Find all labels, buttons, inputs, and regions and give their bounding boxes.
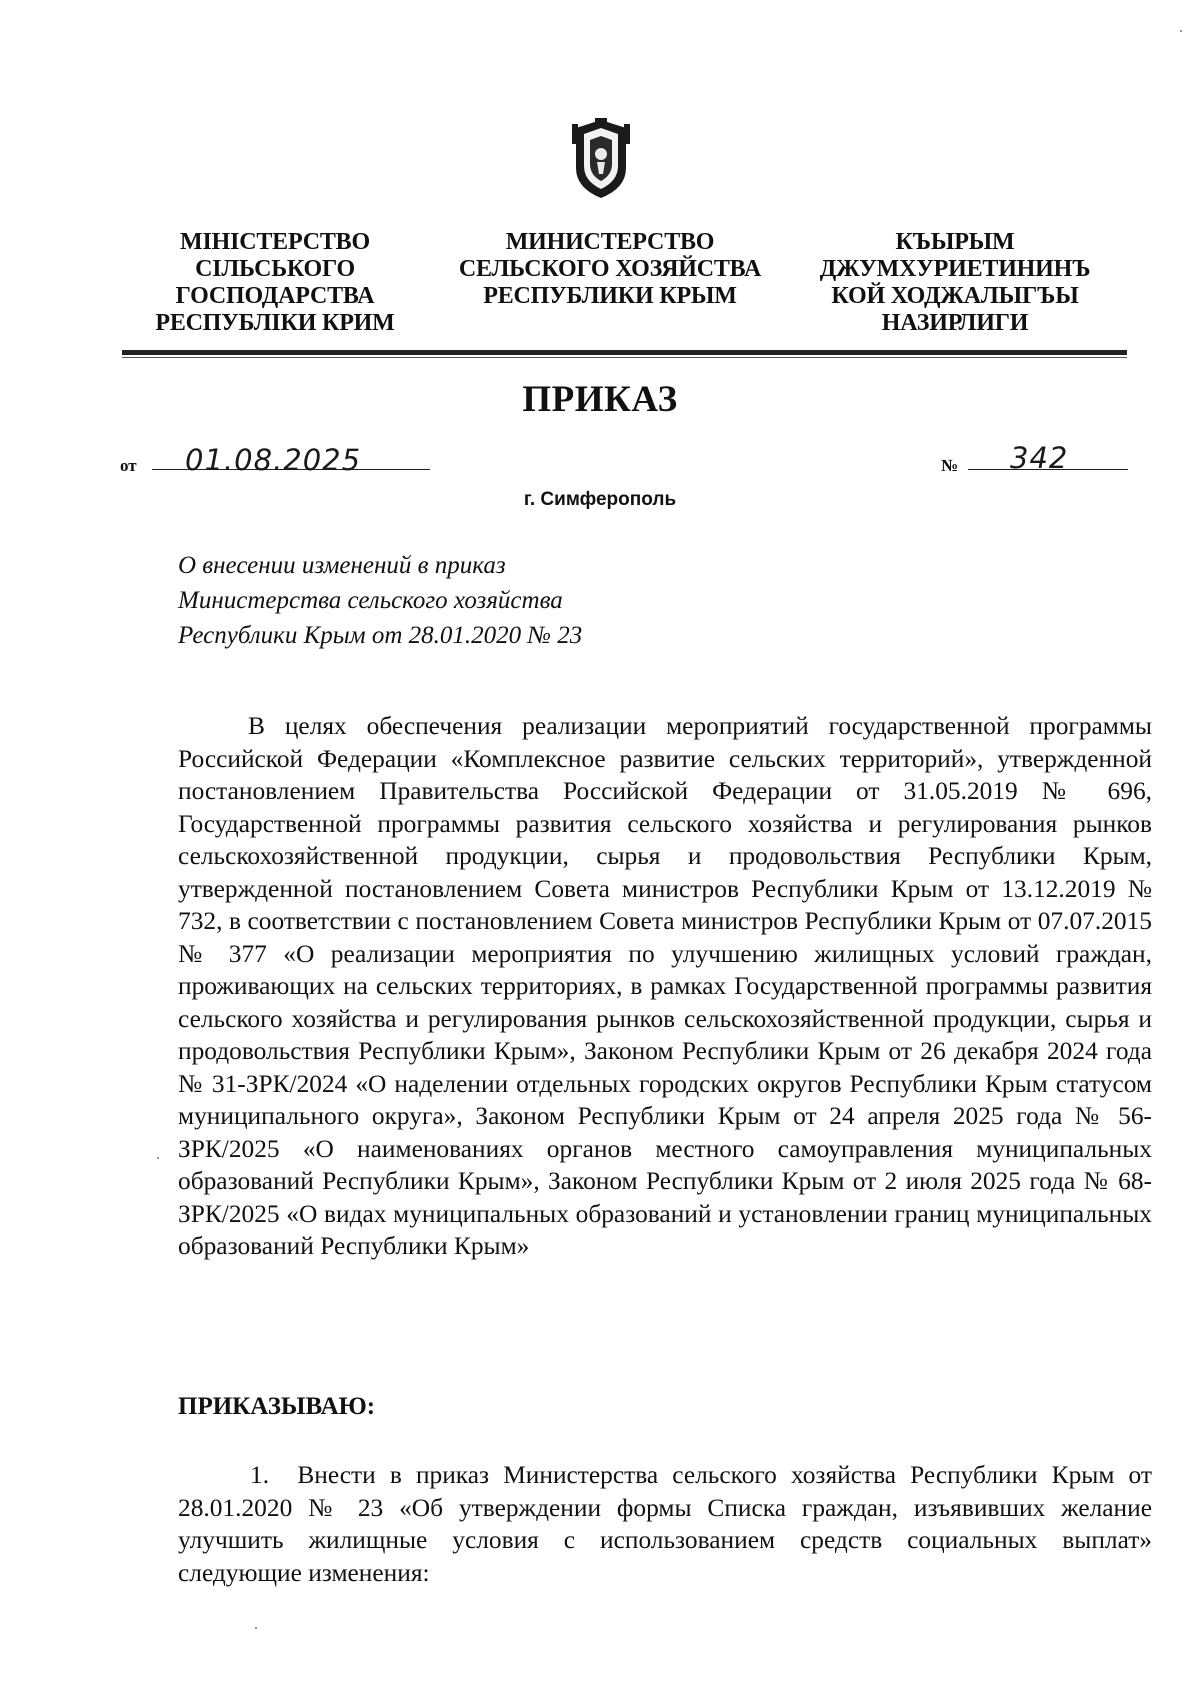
subject-line: О внесении изменений в приказ <box>178 552 506 579</box>
scan-speck <box>1180 30 1182 32</box>
preamble-text: В целях обеспечения реализации мероприятий государственной программы Российской Федерации «Комплексное развитие сельских территорий», утвержденной постановлением Правительства Российской Федерации от 31.05.2019 № 696, Государственной программы развития сельского хозяйства и регулирования рынков сельскохозяйственной продукции, сырья и продовольствия Республики Крым, утвержденной постановлением Совета министров Республики Крым от 13.12.2019 № 732, в соответствии с постановлением Совета министров Республики Крым от 07.07.2015 № 377 «О реализации мероприятия по улучшению жилищных условий граждан, проживающих на сельских территориях, в рамках Государственной программы развития сельского хозяйства и регулирования рынков сельскохозяйственной продукции, сырья и продовольствия Республики Крым», Законом Республики Крым от 26 декабря 2024 года № 31-ЗРК/2024 «О наделении отдельных городских округов Республики Крым статусом муниципального округа», Законом Республики Крым от 24 апреля 2025 года № 56-ЗРК/2025 «О наименованиях органов местного самоуправления муниципальных образований Республики Крым», Законом Республики Крым от 2 июля 2025 года № 68-ЗРК/2025 «О видах муниципальных образований и установлении границ муниципальных образований Республики Крым» <box>178 712 1152 1260</box>
header-divider-thin <box>122 357 1127 358</box>
ministry-ua-line: ГОСПОДАРСТВА <box>175 283 375 309</box>
city: г. Симферополь <box>523 489 677 510</box>
ministry-ru-line: СЕЛЬСКОГО ХОЗЯЙСТВА <box>458 256 762 282</box>
order-subject <box>178 548 582 653</box>
scan-speck <box>255 1627 257 1629</box>
ministry-crh-line: НАЗИРЛИГИ <box>881 310 1029 336</box>
ministry-crh-line: КОЙ ХОДЖАЛЫГЪЫ <box>831 283 1079 309</box>
subject-line: Министерства сельского хозяйства <box>178 587 563 614</box>
ministry-name-crimean-tatar <box>805 229 1105 337</box>
number-label: № <box>941 456 959 475</box>
ministry-ua-line: РЕСПУБЛІКИ КРИМ <box>155 310 395 336</box>
ministry-ua-line: СІЛЬСЬКОГО <box>195 256 355 282</box>
ministry-ua-line: МІНІСТЕРСТВО <box>180 229 370 255</box>
ministry-crh-line: КЪЫРЫМ <box>895 229 1015 255</box>
ministry-name-russian <box>440 229 780 310</box>
subject-line: Республики Крым от 28.01.2020 № 23 <box>178 622 583 649</box>
header-divider <box>122 350 1127 355</box>
number-handwritten: 342 <box>1010 441 1069 475</box>
ministry-ru-line: РЕСПУБЛИКИ КРЫМ <box>483 283 737 309</box>
scan-speck <box>157 1157 159 1159</box>
date-label: от <box>120 456 137 475</box>
order-word: ПРИКАЗЫВАЮ: <box>178 1393 376 1420</box>
item-text: Внести в приказ Министерства сельского хозяйства Республики Крым от 28.01.2020 № 23 «Об утверждении формы Списка граждан, изъявивших желание улучшить жилищные условия с использованием средств социальных выплат» следующие изменения: <box>178 1461 1152 1587</box>
document-title: ПРИКАЗ <box>522 379 678 420</box>
ministry-name-ukrainian <box>140 229 410 337</box>
ministry-ru-line: МИНИСТЕРСТВО <box>505 229 715 255</box>
date-handwritten: 01.08.2025 <box>185 443 362 477</box>
ministry-crh-line: ДЖУМХУРИЕТИНИНЪ <box>819 256 1091 282</box>
coat-of-arms-icon <box>570 118 632 200</box>
preamble-paragraph <box>178 710 1152 1263</box>
item-number: 1. <box>250 1461 270 1489</box>
order-item <box>178 1459 1152 1589</box>
